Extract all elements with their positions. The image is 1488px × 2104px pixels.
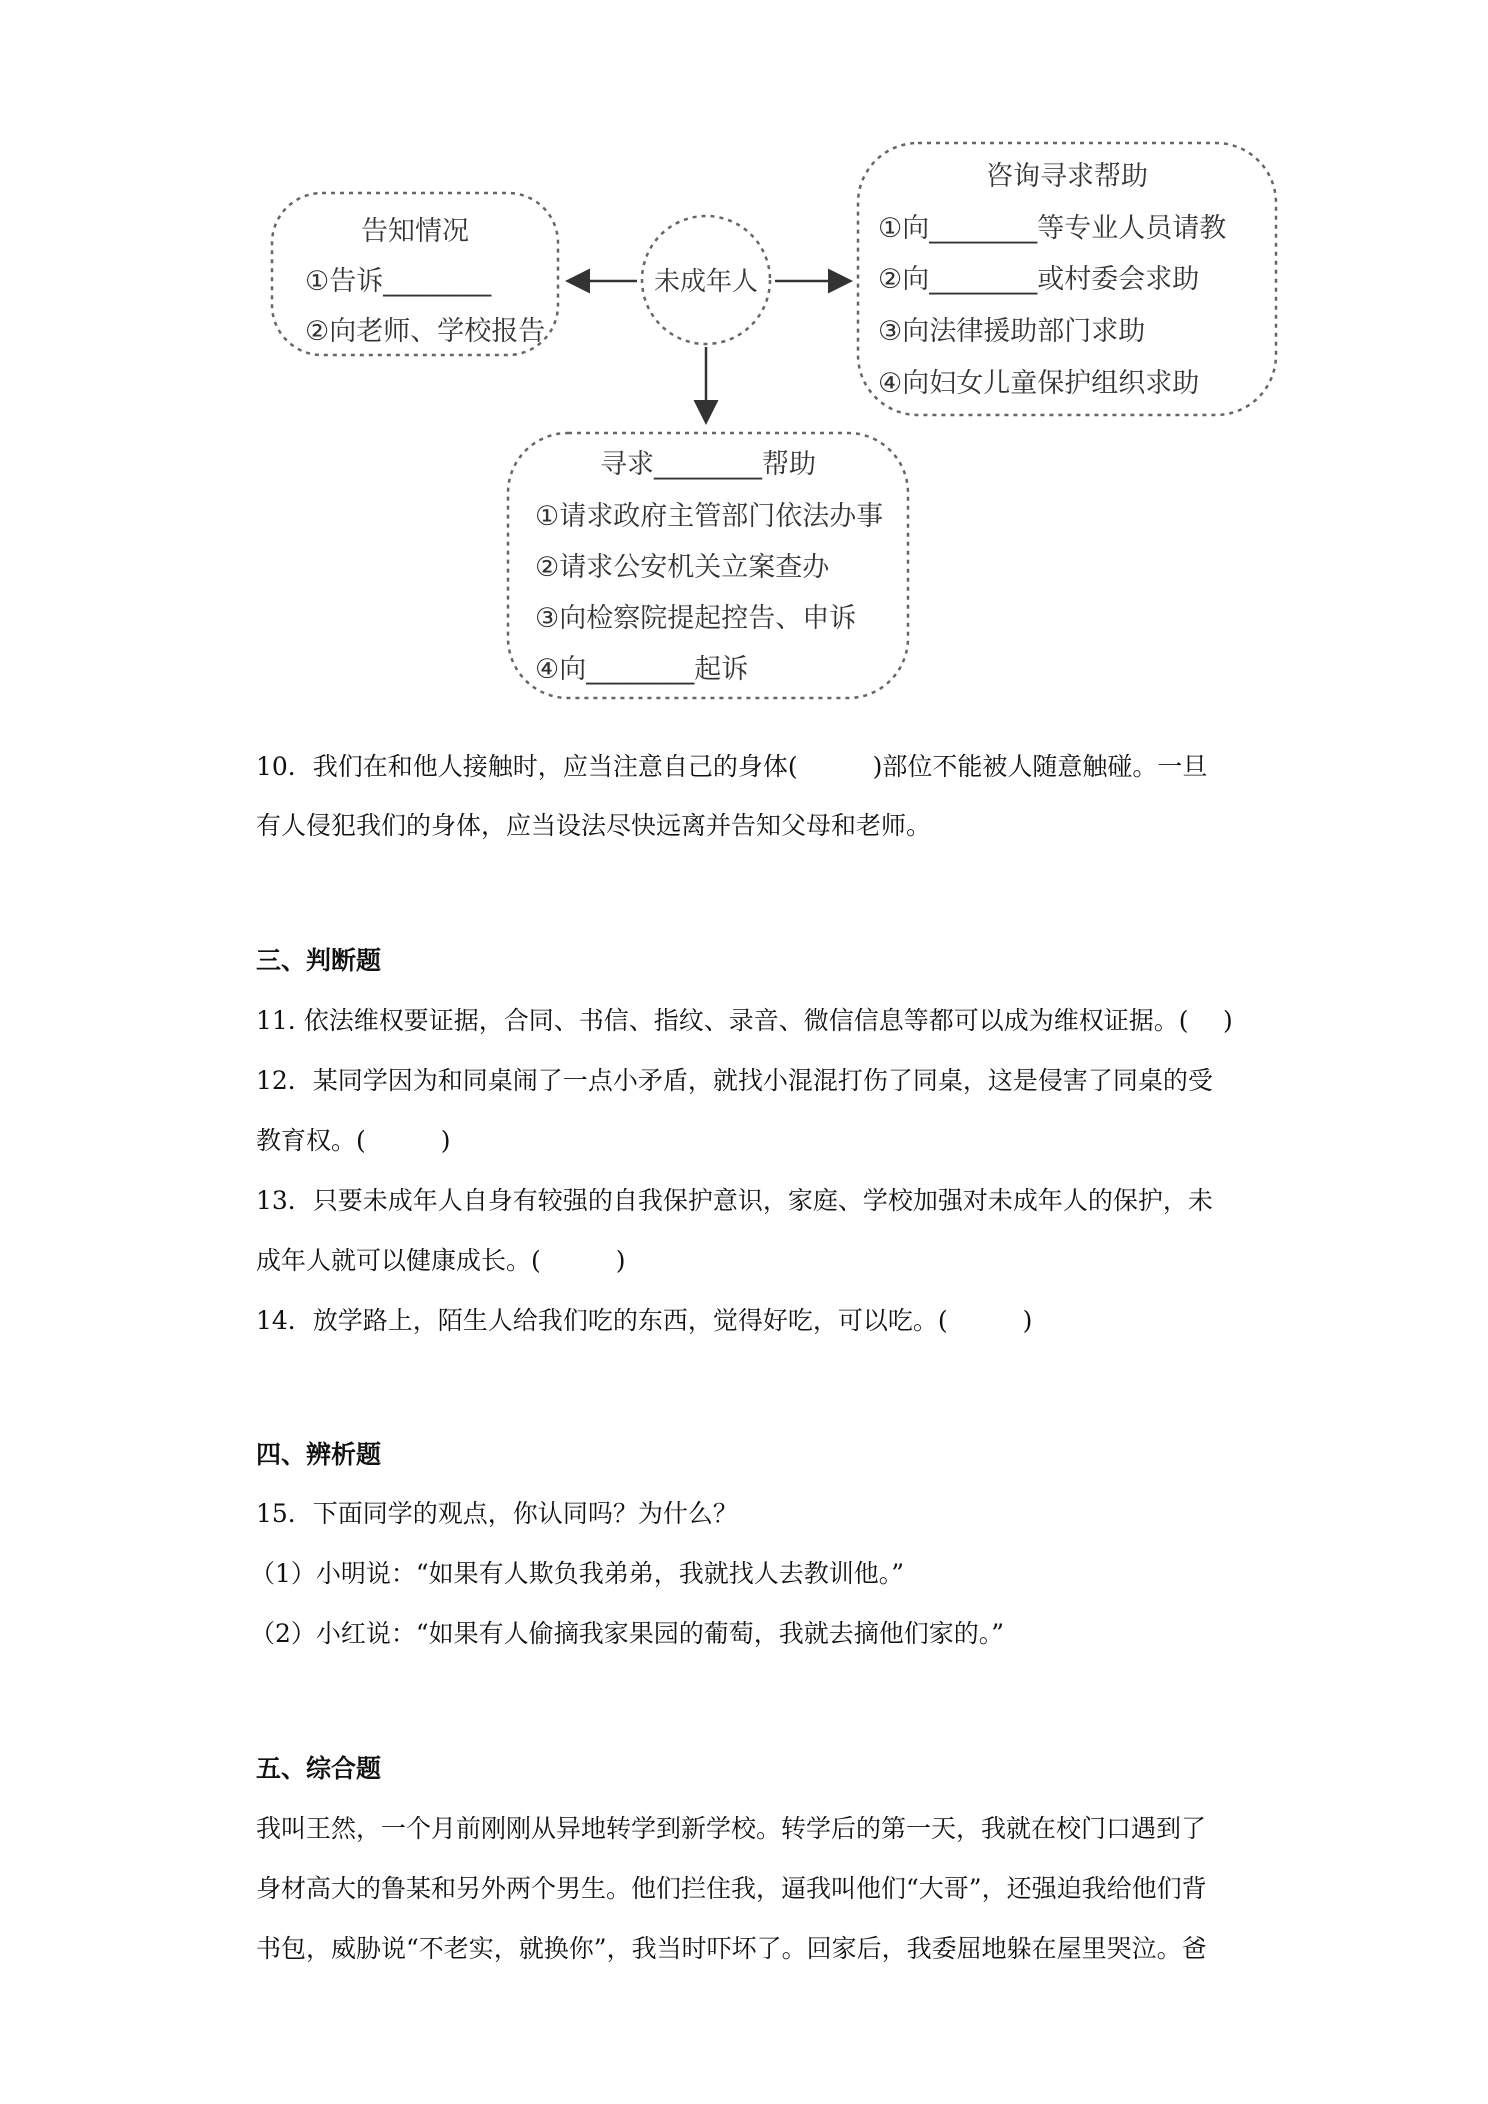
- bottom-box-item-1: ①请求政府主管部门依法办事: [535, 501, 884, 532]
- left-box-item-1: ①告诉________: [305, 266, 492, 297]
- bottom-box-item-4: ④向________起诉: [535, 654, 749, 685]
- q15: 15．下面同学的观点，你认同吗？为什么？: [256, 1499, 738, 1528]
- passage-line-3: 书包，威胁说“不老实，就换你”，我当时吓坏了。回家后，我委屈地躲在屋里哭泣。爸: [256, 1934, 1207, 1963]
- right-box-item-2: ②向________或村委会求助: [878, 264, 1200, 295]
- right-box-item-1: ①向________等专业人员请教: [878, 213, 1227, 244]
- bottom-box-item-3: ③向检察院提起控告、申诉: [535, 603, 857, 634]
- q11-text: 11. 依法维权要证据，合同、书信、指纹、录音、微信信息等都可以成为维权证据。(: [256, 1006, 1189, 1035]
- q10-line-1: 10．我们在和他人接触时，应当注意自己的身体( )部位不能被人随意触碰。一旦: [256, 752, 1208, 781]
- section-3-heading: 三、判断题: [256, 946, 382, 975]
- right-box-item-4: ④向妇女儿童保护组织求助: [878, 368, 1200, 399]
- passage-line-2: 身材高大的鲁某和另外两个男生。他们拦住我，逼我叫他们“大哥”，还强迫我给他们背: [256, 1874, 1207, 1903]
- q13-line-2: 成年人就可以健康成长。( ): [256, 1246, 626, 1275]
- q11-close-paren: ): [1223, 1006, 1233, 1035]
- q12-line-2: 教育权。( ): [256, 1126, 451, 1155]
- q13-line-1: 13．只要未成年人自身有较强的自我保护意识，家庭、学校加强对未成年人的保护，未: [256, 1186, 1213, 1215]
- right-box-title: 咨询寻求帮助: [986, 161, 1148, 192]
- section-4-heading: 四、辨析题: [256, 1440, 382, 1469]
- q15-part-1: （1）小明说：“如果有人欺负我弟弟，我就找人去教训他。”: [250, 1559, 904, 1588]
- q15-part-2: （2）小红说：“如果有人偷摘我家果园的葡萄，我就去摘他们家的。”: [250, 1619, 1004, 1648]
- bottom-box-item-2: ②请求公安机关立案查办: [535, 552, 830, 583]
- q11: [256, 1006, 1188, 1036]
- right-box-item-3: ③向法律援助部门求助: [878, 316, 1146, 347]
- left-box-title: 告知情况: [361, 216, 469, 247]
- q14: 14．放学路上，陌生人给我们吃的东西，觉得好吃，可以吃。( ): [256, 1306, 1033, 1335]
- rights-protection-diagram: [0, 0, 1488, 720]
- q10-line-2: 有人侵犯我们的身体，应当设法尽快远离并告知父母和老师。: [256, 811, 932, 840]
- bottom-box-title: 寻求________帮助: [600, 449, 816, 480]
- passage-line-1: 我叫王然，一个月前刚刚从异地转学到新学校。转学后的第一天，我就在校门口遇到了: [256, 1814, 1207, 1843]
- q12-line-1: 12．某同学因为和同桌闹了一点小矛盾，就找小混混打伤了同桌，这是侵害了同桌的受: [256, 1066, 1213, 1095]
- section-5-heading: 五、综合题: [256, 1754, 382, 1783]
- center-label: 未成年人: [653, 267, 759, 297]
- left-box-item-2: ②向老师、学校报告: [305, 316, 546, 347]
